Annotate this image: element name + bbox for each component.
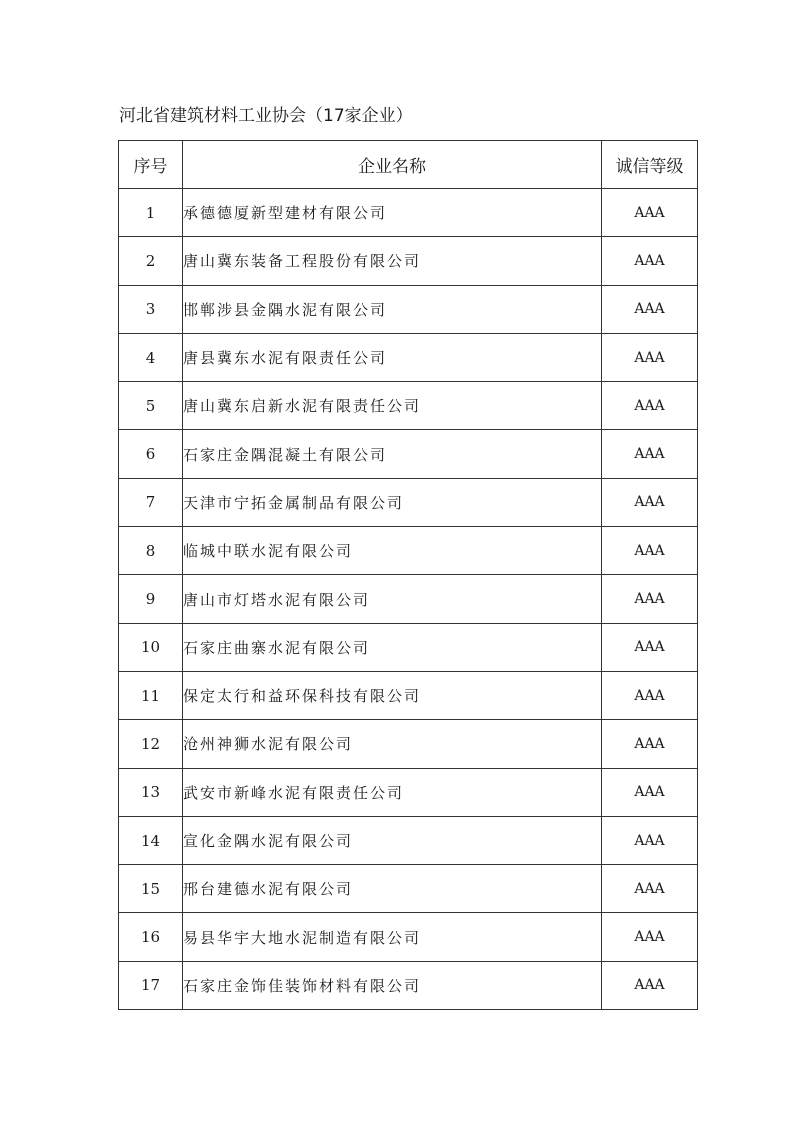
cell-credit-grade: AAA — [602, 671, 698, 719]
cell-credit-grade: AAA — [602, 237, 698, 285]
cell-credit-grade: AAA — [602, 623, 698, 671]
table-body — [119, 189, 698, 1010]
cell-credit-grade: AAA — [602, 961, 698, 1009]
cell-credit-grade: AAA — [602, 382, 698, 430]
cell-company-name: 石家庄曲寨水泥有限公司 — [183, 623, 602, 671]
cell-credit-grade: AAA — [602, 768, 698, 816]
cell-company-name: 临城中联水泥有限公司 — [183, 527, 602, 575]
cell-serial-number: 1 — [119, 189, 183, 237]
cell-credit-grade: AAA — [602, 720, 698, 768]
table-row — [119, 768, 698, 816]
cell-company-name: 武安市新峰水泥有限责任公司 — [183, 768, 602, 816]
cell-serial-number: 15 — [119, 865, 183, 913]
cell-company-name: 邯郸涉县金隅水泥有限公司 — [183, 285, 602, 333]
table-row — [119, 961, 698, 1009]
company-credit-table — [118, 140, 698, 1010]
cell-company-name: 沧州神狮水泥有限公司 — [183, 720, 602, 768]
cell-credit-grade: AAA — [602, 285, 698, 333]
table-row — [119, 285, 698, 333]
table-row — [119, 478, 698, 526]
table-row — [119, 623, 698, 671]
table-header-row — [119, 141, 698, 189]
cell-credit-grade: AAA — [602, 816, 698, 864]
table-row — [119, 237, 698, 285]
cell-company-name: 天津市宁拓金属制品有限公司 — [183, 478, 602, 526]
cell-company-name: 石家庄金隅混凝土有限公司 — [183, 430, 602, 478]
cell-serial-number: 3 — [119, 285, 183, 333]
table-row — [119, 575, 698, 623]
table-row — [119, 527, 698, 575]
cell-serial-number: 17 — [119, 961, 183, 1009]
table-row — [119, 382, 698, 430]
cell-serial-number: 12 — [119, 720, 183, 768]
cell-credit-grade: AAA — [602, 865, 698, 913]
cell-company-name: 承德德厦新型建材有限公司 — [183, 189, 602, 237]
table-row — [119, 913, 698, 961]
table-row — [119, 671, 698, 719]
cell-company-name: 唐山冀东装备工程股份有限公司 — [183, 237, 602, 285]
cell-serial-number: 11 — [119, 671, 183, 719]
cell-company-name: 唐山冀东启新水泥有限责任公司 — [183, 382, 602, 430]
table-row — [119, 333, 698, 381]
cell-serial-number: 8 — [119, 527, 183, 575]
cell-company-name: 易县华宇大地水泥制造有限公司 — [183, 913, 602, 961]
cell-company-name: 唐县冀东水泥有限责任公司 — [183, 333, 602, 381]
header-credit-grade: 诚信等级 — [602, 141, 698, 189]
cell-company-name: 宣化金隅水泥有限公司 — [183, 816, 602, 864]
cell-serial-number: 16 — [119, 913, 183, 961]
cell-credit-grade: AAA — [602, 430, 698, 478]
page-heading: 河北省建筑材料工业协会（17家企业） — [119, 106, 413, 126]
cell-serial-number: 9 — [119, 575, 183, 623]
cell-serial-number: 13 — [119, 768, 183, 816]
cell-credit-grade: AAA — [602, 333, 698, 381]
cell-serial-number: 10 — [119, 623, 183, 671]
cell-credit-grade: AAA — [602, 527, 698, 575]
cell-credit-grade: AAA — [602, 189, 698, 237]
table-row — [119, 720, 698, 768]
header-company-name: 企业名称 — [183, 141, 602, 189]
table-row — [119, 430, 698, 478]
cell-credit-grade: AAA — [602, 575, 698, 623]
table-row — [119, 865, 698, 913]
cell-serial-number: 6 — [119, 430, 183, 478]
cell-serial-number: 7 — [119, 478, 183, 526]
cell-credit-grade: AAA — [602, 478, 698, 526]
cell-serial-number: 2 — [119, 237, 183, 285]
cell-credit-grade: AAA — [602, 913, 698, 961]
table-row — [119, 816, 698, 864]
cell-serial-number: 5 — [119, 382, 183, 430]
table-row — [119, 189, 698, 237]
cell-serial-number: 4 — [119, 333, 183, 381]
cell-company-name: 石家庄金饰佳装饰材料有限公司 — [183, 961, 602, 1009]
cell-company-name: 唐山市灯塔水泥有限公司 — [183, 575, 602, 623]
cell-serial-number: 14 — [119, 816, 183, 864]
header-serial-number: 序号 — [119, 141, 183, 189]
cell-company-name: 邢台建德水泥有限公司 — [183, 865, 602, 913]
cell-company-name: 保定太行和益环保科技有限公司 — [183, 671, 602, 719]
